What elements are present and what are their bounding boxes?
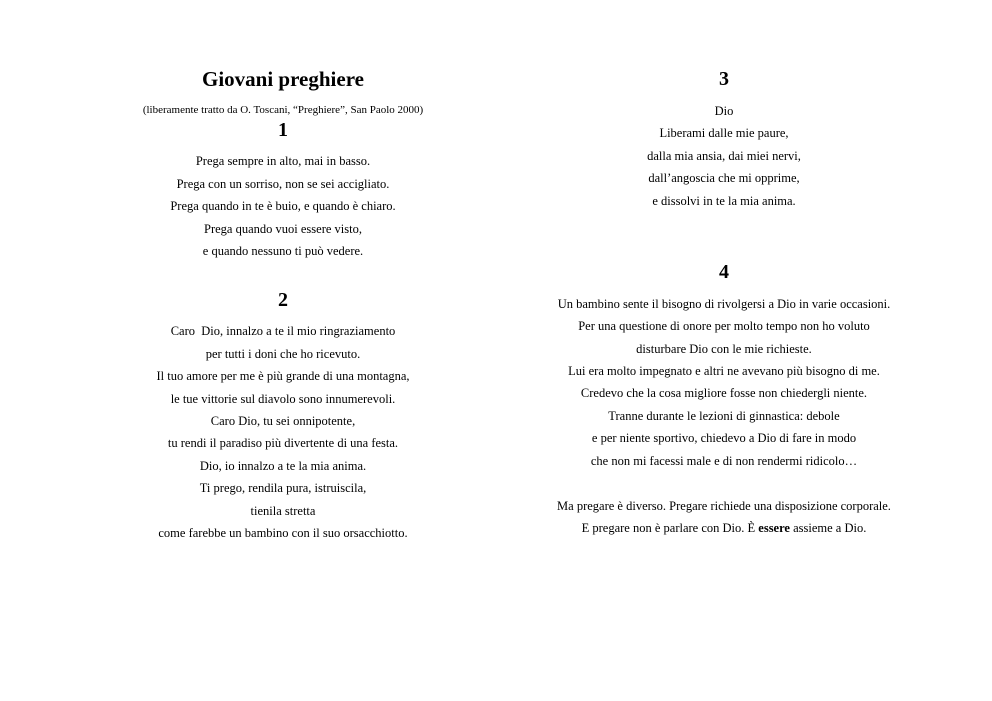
- prayer-1-line: Prega quando vuoi essere visto,: [204, 222, 362, 236]
- prayer-4-emphasis: essere: [758, 521, 790, 535]
- left-column: [118, 0, 448, 701]
- prayer-4-line: e per niente sportivo, chiedevo a Dio di fare in modo: [591, 431, 857, 445]
- prayer-2-line: Caro Dio, innalzo a te il mio ringraziamento: [170, 324, 396, 338]
- prayer-3-number: 3: [719, 68, 729, 90]
- prayer-1-line: Prega sempre in alto, mai in basso.: [195, 154, 371, 168]
- prayer-4-number: 4: [719, 261, 729, 283]
- prayer-1-line: e quando nessuno ti può vedere.: [202, 244, 364, 258]
- prayer-4-line: disturbare Dio con le mie richieste.: [636, 342, 812, 356]
- prayer-2-line: tu rendi il paradiso più divertente di una festa.: [167, 436, 399, 450]
- prayer-2-line: Ti prego, rendila pura, istruiscila,: [199, 481, 367, 495]
- prayer-4-line: Lui era molto impegnato e altri ne avevano più bisogno di me.: [568, 364, 880, 378]
- prayer-1-number: 1: [278, 119, 288, 141]
- prayer-4-line: Tranne durante le lezioni di ginnastica: debole: [608, 409, 840, 423]
- prayer-2-number: 2: [278, 289, 288, 311]
- prayer-4-line: Credevo che la cosa migliore fosse non chiedergli niente.: [580, 386, 868, 400]
- prayer-2-line: Caro Dio, tu sei onnipotente,: [210, 414, 356, 428]
- prayer-4-last-line-after: assieme a Dio.: [789, 521, 867, 535]
- prayer-2-line: per tutti i doni che ho ricevuto.: [205, 347, 361, 361]
- prayer-1-line: Prega con un sorriso, non se sei accigliato.: [176, 177, 390, 191]
- prayer-2-line: Il tuo amore per me è più grande di una montagna,: [156, 369, 410, 383]
- prayer-3-line: e dissolvi in te la mia anima.: [652, 194, 796, 208]
- prayer-4-last-line: [538, 520, 910, 536]
- prayer-3-line: dalla mia ansia, dai miei nervi,: [647, 149, 801, 163]
- prayer-3-line: Dio: [714, 104, 734, 118]
- prayer-4-line: Un bambino sente il bisogno di rivolgersi a Dio in varie occasioni.: [557, 297, 891, 311]
- prayer-2-line: le tue vittorie sul diavolo sono innumerevoli.: [170, 392, 396, 406]
- prayer-1-line: Prega quando in te è buio, e quando è chiaro.: [170, 199, 396, 213]
- prayer-2-line: Dio, io innalzo a te la mia anima.: [199, 459, 367, 473]
- prayer-4-last-line-before: E pregare non è parlare con Dio. È: [581, 521, 759, 535]
- prayer-3-line: dall’angoscia che mi opprime,: [648, 171, 800, 185]
- prayer-3-line: Liberami dalle mie paure,: [659, 126, 789, 140]
- prayer-4-line: che non mi facessi male e di non rendermi ridicolo…: [590, 454, 858, 468]
- prayer-2-line: come farebbe un bambino con il suo orsacchiotto.: [158, 526, 408, 540]
- page-subtitle: (liberamente tratto da O. Toscani, “Preghiere”, San Paolo 2000): [142, 104, 424, 116]
- prayer-4-line: Per una questione di onore per molto tempo non ho voluto: [578, 319, 870, 333]
- prayer-4-line: Ma pregare è diverso. Pregare richiede una disposizione corporale.: [557, 499, 891, 513]
- right-column: [538, 0, 910, 701]
- page-title: Giovani preghiere: [202, 67, 364, 91]
- prayer-2-line: tienila stretta: [250, 504, 316, 518]
